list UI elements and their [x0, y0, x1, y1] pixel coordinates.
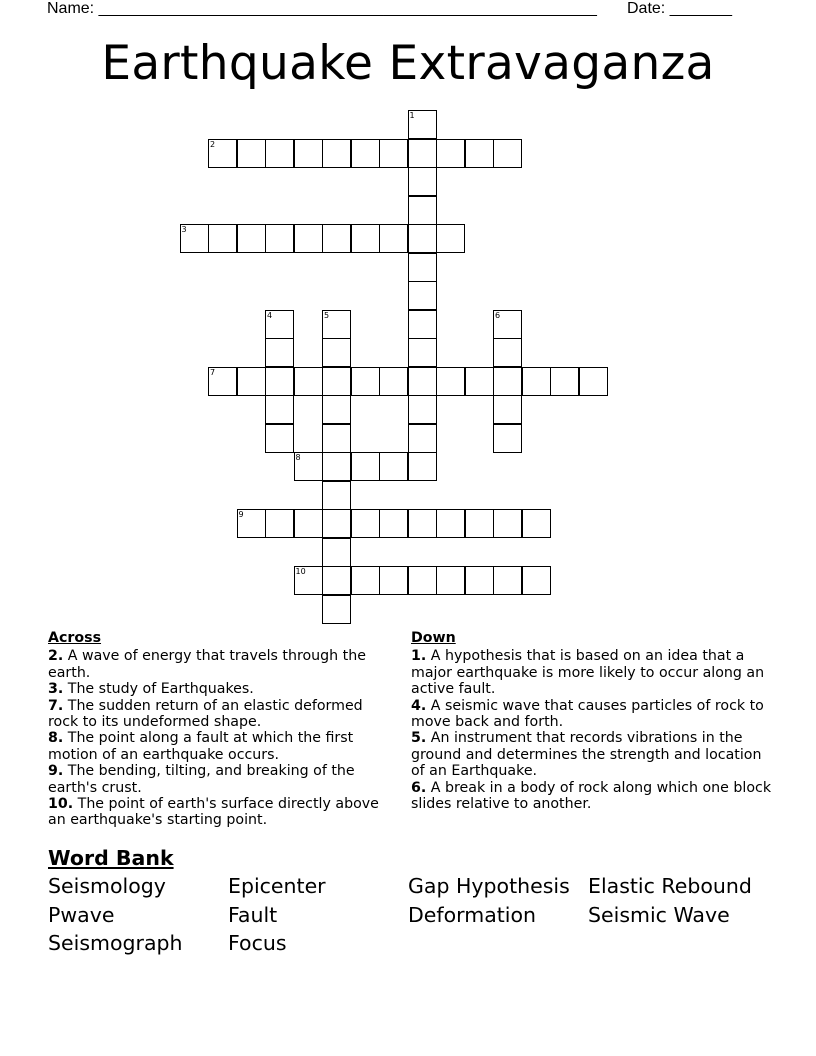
grid-cell[interactable]	[265, 509, 294, 538]
grid-cell[interactable]	[294, 509, 323, 538]
grid-cell[interactable]	[265, 424, 294, 453]
grid-cell[interactable]	[294, 367, 323, 396]
clue-number: 7.	[48, 697, 64, 714]
grid-cell[interactable]	[265, 367, 294, 396]
grid-cell[interactable]	[265, 338, 294, 367]
word-bank-item: Fault	[228, 903, 278, 927]
grid-cell[interactable]	[351, 509, 380, 538]
grid-cell[interactable]	[265, 310, 294, 339]
grid-cell[interactable]	[436, 224, 465, 253]
grid-cell[interactable]	[237, 139, 266, 168]
grid-cell[interactable]	[379, 367, 408, 396]
grid-cell[interactable]	[379, 139, 408, 168]
grid-cell[interactable]	[237, 509, 266, 538]
clue-text: A break in a body of rock along which one block slides relative to another.	[411, 779, 772, 813]
grid-cell[interactable]	[408, 452, 437, 481]
grid-cell[interactable]	[322, 367, 351, 396]
clue-number: 5.	[411, 730, 427, 747]
grid-cell[interactable]	[408, 338, 437, 367]
clue-number: 8	[295, 453, 301, 462]
grid-cell[interactable]	[208, 224, 237, 253]
grid-cell[interactable]	[408, 395, 437, 424]
grid-cell[interactable]	[408, 367, 437, 396]
clue-number: 6.	[411, 779, 427, 796]
grid-cell[interactable]	[436, 139, 465, 168]
down-clue	[411, 780, 773, 813]
clue-number: 1.	[411, 648, 427, 665]
grid-cell[interactable]	[493, 139, 522, 168]
grid-cell[interactable]	[522, 509, 551, 538]
clue-text: The point along a fault at which the first motion of an earthquake occurs.	[48, 730, 354, 763]
grid-cell[interactable]	[208, 139, 237, 168]
grid-cell[interactable]	[408, 310, 437, 339]
clue-number: 1	[409, 111, 415, 120]
grid-cell[interactable]	[322, 452, 351, 481]
clue-text: A seismic wave that causes particles of rock to move back and forth.	[411, 697, 764, 731]
grid-cell[interactable]	[379, 566, 408, 595]
grid-cell[interactable]	[550, 367, 579, 396]
down-heading: Down	[411, 630, 456, 646]
grid-cell[interactable]	[322, 595, 351, 624]
clue-text: The point of earth's surface directly above an earthquake's starting point.	[48, 796, 379, 829]
across-clue	[48, 681, 393, 697]
grid-cell[interactable]	[379, 509, 408, 538]
word-bank-item: Deformation	[408, 903, 537, 927]
grid-cell[interactable]	[408, 196, 437, 225]
grid-cell[interactable]	[408, 167, 437, 196]
grid-cell[interactable]	[351, 224, 380, 253]
grid-cell[interactable]	[322, 310, 351, 339]
grid-cell[interactable]	[180, 224, 209, 253]
grid-cell[interactable]	[465, 566, 494, 595]
grid-cell[interactable]	[294, 139, 323, 168]
grid-cell[interactable]	[294, 566, 323, 595]
grid-cell[interactable]	[408, 281, 437, 310]
grid-cell[interactable]	[408, 139, 437, 168]
word-bank-item: Pwave	[48, 903, 115, 927]
grid-cell[interactable]	[493, 509, 522, 538]
clue-text: The sudden return of an elastic deformed rock to its undeformed shape.	[48, 697, 363, 731]
across-clue	[48, 763, 393, 796]
grid-cell[interactable]	[408, 509, 437, 538]
grid-cell[interactable]	[408, 110, 437, 139]
clue-number: 10.	[48, 796, 74, 813]
clue-number: 5	[324, 310, 330, 320]
across-clues	[48, 630, 393, 829]
grid-cell[interactable]	[493, 310, 522, 339]
clue-number: 7	[210, 367, 216, 377]
grid-cell[interactable]	[322, 481, 351, 510]
word-bank-item: Seismology	[48, 874, 166, 898]
date-field: Date: _______	[627, 0, 732, 17]
clue-number: 3.	[48, 681, 64, 698]
grid-cell[interactable]	[379, 224, 408, 253]
down-clue	[411, 698, 773, 731]
grid-cell[interactable]	[579, 367, 608, 396]
word-bank-title: Word Bank	[48, 846, 174, 870]
grid-cell[interactable]	[379, 452, 408, 481]
clue-number: 6	[495, 310, 501, 320]
grid-cell[interactable]	[493, 424, 522, 453]
word-bank-item: Seismic Wave	[588, 903, 730, 927]
grid-cell[interactable]	[436, 566, 465, 595]
clue-number: 3	[181, 225, 187, 234]
grid-cell[interactable]	[322, 395, 351, 424]
name-field: Name: ________________________________________________________	[47, 0, 597, 17]
across-heading: Across	[48, 630, 102, 646]
grid-cell[interactable]	[408, 253, 437, 282]
across-clue	[48, 698, 393, 731]
clue-number: 10	[295, 567, 306, 576]
clue-number: 2.	[48, 648, 64, 665]
word-bank-item: Epicenter	[228, 874, 326, 898]
grid-cell[interactable]	[351, 367, 380, 396]
clue-text: A wave of energy that travels through the earth.	[48, 648, 366, 681]
grid-cell[interactable]	[322, 509, 351, 538]
grid-cell[interactable]	[493, 367, 522, 396]
grid-cell[interactable]	[408, 566, 437, 595]
clue-number: 9	[238, 510, 244, 519]
clue-text: The bending, tilting, and breaking of the earth's crust.	[48, 763, 355, 796]
across-clue	[48, 796, 393, 829]
grid-cell[interactable]	[408, 224, 437, 253]
grid-cell[interactable]	[294, 224, 323, 253]
grid-cell[interactable]	[465, 509, 494, 538]
grid-cell[interactable]	[322, 566, 351, 595]
grid-cell[interactable]	[436, 367, 465, 396]
clue-number: 2	[210, 139, 216, 149]
grid-cell[interactable]	[493, 338, 522, 367]
grid-cell[interactable]	[265, 224, 294, 253]
down-clue	[411, 730, 773, 779]
grid-cell[interactable]	[322, 538, 351, 567]
clue-number: 9.	[48, 763, 64, 780]
clue-number: 8.	[48, 730, 64, 747]
grid-cell[interactable]	[465, 367, 494, 396]
grid-cell[interactable]	[322, 139, 351, 168]
grid-cell[interactable]	[351, 139, 380, 168]
grid-cell[interactable]	[208, 367, 237, 396]
grid-cell[interactable]	[436, 509, 465, 538]
word-bank-item: Seismograph	[48, 931, 183, 955]
grid-cell[interactable]	[351, 452, 380, 481]
grid-cell[interactable]	[408, 424, 437, 453]
grid-cell[interactable]	[322, 338, 351, 367]
clue-text: A hypothesis that is based on an idea that a major earthquake is more likely to occur along an active fault.	[411, 648, 765, 698]
clue-number: 4	[267, 310, 273, 320]
grid-cell[interactable]	[294, 452, 323, 481]
clue-text: The study of Earthquakes.	[63, 681, 254, 698]
grid-cell[interactable]	[493, 566, 522, 595]
grid-cell[interactable]	[265, 395, 294, 424]
clue-text: An instrument that records vibrations in the ground and determines the strength and location of an Earthquake.	[411, 730, 762, 780]
grid-cell[interactable]	[351, 566, 380, 595]
grid-cell[interactable]	[522, 566, 551, 595]
across-clue	[48, 648, 393, 681]
grid-cell[interactable]	[237, 224, 266, 253]
grid-cell[interactable]	[322, 224, 351, 253]
grid-cell[interactable]	[237, 367, 266, 396]
grid-cell[interactable]	[322, 424, 351, 453]
grid-cell[interactable]	[465, 139, 494, 168]
across-clue	[48, 730, 393, 763]
grid-cell[interactable]	[265, 139, 294, 168]
grid-cell[interactable]	[493, 395, 522, 424]
grid-cell[interactable]	[522, 367, 551, 396]
down-clue	[411, 648, 773, 697]
word-bank-item: Focus	[228, 931, 287, 955]
word-bank-item: Elastic Rebound	[588, 874, 752, 898]
down-clues	[411, 630, 773, 812]
page-title: Earthquake Extravaganza	[101, 36, 715, 91]
clue-number: 4.	[411, 697, 427, 714]
word-bank-item: Gap Hypothesis	[408, 874, 570, 898]
